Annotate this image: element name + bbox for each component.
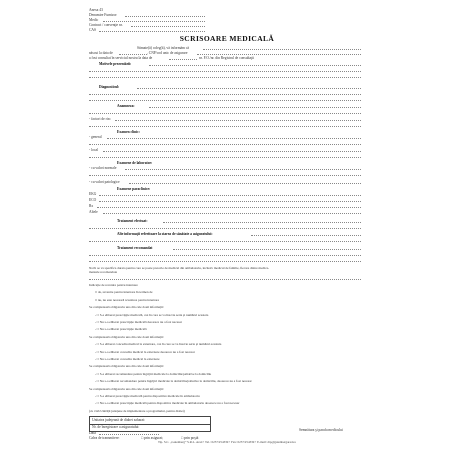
treatment-line[interactable] bbox=[163, 222, 361, 223]
otherinfo-line-2[interactable] bbox=[89, 241, 361, 242]
checklist-item[interactable]: - □ Nu s-a eliberat recomandare pentru îngrijiri medicale la domiciliu/paliative la domiciliu, deoarece nu a fost necesar bbox=[95, 379, 252, 384]
checklist-item[interactable]: □ da, revenire pentru internare în termen de bbox=[95, 290, 153, 295]
delivery-option-post[interactable]: □ prin poştă bbox=[181, 436, 199, 440]
risk-label: - factori de risc bbox=[89, 117, 111, 121]
ekg-label: EKG bbox=[89, 192, 97, 196]
eco-label: ECO bbox=[89, 198, 97, 202]
paraclinical-label: Examene paraclinice: bbox=[117, 187, 151, 191]
checklist-item: (cu viză Unităţii judeţene de implementare a programului, pentru diabet) bbox=[89, 408, 185, 413]
intro-line1: Stimate(ă) coleg(ă), vă informăm că bbox=[137, 46, 189, 50]
contract-line[interactable] bbox=[131, 26, 205, 27]
local-line[interactable] bbox=[103, 151, 361, 152]
eco-line[interactable] bbox=[99, 201, 361, 202]
checklist-item[interactable]: - □ Nu s-a eliberat prescripţie medicală deoarece nu a fost necesar bbox=[95, 320, 183, 324]
pathological-line[interactable] bbox=[129, 183, 361, 184]
general-label: - general bbox=[89, 135, 102, 139]
patient-name-line[interactable] bbox=[203, 49, 361, 50]
diabetes-box bbox=[89, 416, 211, 432]
pathological-label: - cu valori patologice bbox=[89, 180, 120, 184]
cnp-line[interactable] bbox=[197, 54, 361, 55]
intro-line2: născut la data de bbox=[89, 51, 113, 55]
contract-label: Contract / convenţie nr. bbox=[89, 23, 123, 27]
printer-footer: Tip. S.C. „Gutenberg” S.R.L. Arad • Tel.: 0257/254339 • Fax: 0257/254339 • E-mail: dtp@gutenbergarad.ro bbox=[157, 440, 297, 444]
intro-line3b: nr. F.O./nr. din Registrul de consultaţii bbox=[199, 56, 255, 60]
intro-line2b: , CNP/cod unic de asigurare bbox=[147, 51, 188, 55]
doctor-label: Medic bbox=[89, 18, 99, 22]
birthdate-line[interactable] bbox=[119, 54, 147, 55]
checklist-item: Se completează obligatoriu una din cele două informaţii: bbox=[89, 305, 164, 310]
recommended-line-3[interactable] bbox=[89, 261, 361, 262]
recommended-line[interactable] bbox=[173, 249, 361, 250]
checklist-item[interactable]: □ nu, nu este necesară revenirea pentru internare bbox=[95, 297, 160, 302]
signature-label: Semnătura şi parafa medicului bbox=[299, 428, 343, 432]
checklist-item[interactable]: - □ Nu s-a eliberat concediu medical la externare bbox=[95, 357, 160, 361]
checklist-item[interactable]: - □ Nu s-a eliberat concediu medical la externare deoarece nu a fost necesar bbox=[95, 349, 195, 354]
date-line[interactable] bbox=[99, 434, 159, 435]
note-line2: mentele recomandate bbox=[89, 270, 118, 274]
checklist-item: Se completează obligatoriu una din cele două informaţii: bbox=[89, 334, 164, 339]
recommended-line-2[interactable] bbox=[89, 255, 361, 256]
checklist-item[interactable]: - □ S-a eliberat prescripţie medicală pentru dispozitive medicale în ambulatoriu bbox=[95, 394, 200, 398]
reasons-line-3[interactable] bbox=[89, 77, 361, 78]
document-page bbox=[77, 4, 377, 446]
diagnosis-line-2[interactable] bbox=[89, 94, 361, 95]
diagnosis-line-3[interactable] bbox=[89, 100, 361, 101]
checklist-item: Se completează obligatoriu una din cele două informaţii: bbox=[89, 364, 164, 369]
checklist-item[interactable]: - □ Nu s-a eliberat prescripţie medicală bbox=[95, 327, 147, 332]
recommended-label: Tratament recomandat bbox=[117, 246, 153, 250]
annex-label: Anexa 43 bbox=[89, 8, 103, 12]
diagnosis-label: Diagnosticul: bbox=[99, 85, 120, 89]
note-line-3[interactable] bbox=[89, 279, 361, 280]
other-label: Altele bbox=[89, 210, 98, 214]
box-row2: Nr. de înregistrare a asiguratului: bbox=[92, 425, 140, 429]
anamnesis-line-1[interactable] bbox=[149, 107, 361, 108]
supplier-label: Denumire Furnizor bbox=[89, 13, 117, 17]
otherinfo-line[interactable] bbox=[251, 235, 361, 236]
treatment-line-2[interactable] bbox=[89, 228, 361, 229]
intro-line3: a fost consultat în serviciul nostru la data de bbox=[89, 56, 153, 60]
document-title: SCRISOARE MEDICALĂ bbox=[179, 34, 275, 43]
box-row1: Unitatea judeţeană de diabet zaharat: bbox=[92, 418, 146, 422]
diagnosis-line-1[interactable] bbox=[137, 88, 361, 89]
checklist-item[interactable]: - □ S-a eliberat recomandare pentru îngrijiri medicale la domiciliu/paliative la domiciliu bbox=[95, 371, 212, 376]
rx-label: Rx bbox=[89, 204, 94, 208]
date-label: Data bbox=[89, 431, 96, 435]
doctor-line[interactable] bbox=[103, 21, 205, 22]
checklist-item[interactable]: - □ Nu s-a eliberat prescripţie medicală pentru dispozitive medicale în ambulatoriu deoarece nu a fost necesar bbox=[95, 401, 240, 406]
other-line[interactable] bbox=[103, 213, 361, 214]
local-label: - local bbox=[89, 148, 99, 152]
reasons-label: Motivele prezentării: bbox=[99, 62, 132, 66]
normal-line[interactable] bbox=[125, 169, 361, 170]
rx-line[interactable] bbox=[97, 207, 361, 208]
normal-label: - cu valori normale bbox=[89, 166, 117, 170]
delivery-option-patient[interactable]: □ prin asigurat; bbox=[141, 436, 164, 440]
cas-line[interactable] bbox=[99, 31, 205, 32]
lab-label: Examene de laborator: bbox=[117, 161, 153, 165]
checklist-item: Se completează obligatoriu una din cele două informaţii: bbox=[89, 386, 164, 391]
checklist-item[interactable]: - □ S-a eliberat concediu medical la externare, caz în care se va înscrie seria şi numărul acestuia bbox=[95, 342, 222, 347]
cas-label: CAS bbox=[89, 28, 96, 32]
anamnesis-label: Anamneza: bbox=[117, 104, 135, 108]
general-line[interactable] bbox=[107, 138, 361, 139]
normal-line-2[interactable] bbox=[89, 175, 361, 176]
reasons-line-2[interactable] bbox=[89, 71, 361, 72]
delivery-label: Calea de transmitere: bbox=[89, 436, 120, 440]
otherinfo-label: Alte informaţii referitoare la starea de sănătate a asiguratului: bbox=[117, 232, 213, 236]
risk-line[interactable] bbox=[115, 120, 361, 121]
anamnesis-line-2[interactable] bbox=[89, 113, 361, 114]
checklist-item: Indicaţie de revenire pentru internare bbox=[89, 283, 138, 287]
risk-line-2[interactable] bbox=[89, 126, 361, 127]
treatment-label: Tratament efectuat: bbox=[117, 219, 148, 223]
clinical-label: Examen clinic: bbox=[117, 130, 140, 134]
general-line-2[interactable] bbox=[89, 144, 361, 145]
consult-date-line[interactable] bbox=[169, 59, 197, 60]
local-line-2[interactable] bbox=[89, 157, 361, 158]
reasons-line-1[interactable] bbox=[149, 65, 361, 66]
checklist-item[interactable]: - □ S-a eliberat prescripţie medicală, caz în care se va înscrie seria şi numărul acesteia bbox=[95, 312, 209, 317]
supplier-line[interactable] bbox=[125, 16, 205, 17]
note-line1: Notă: se va specifica durata pentru care se poate prescrie de medicul din ambulatoriu, inclusiv medicul de familie, fiecare dintre medica- bbox=[89, 266, 270, 270]
ekg-line[interactable] bbox=[99, 195, 361, 196]
